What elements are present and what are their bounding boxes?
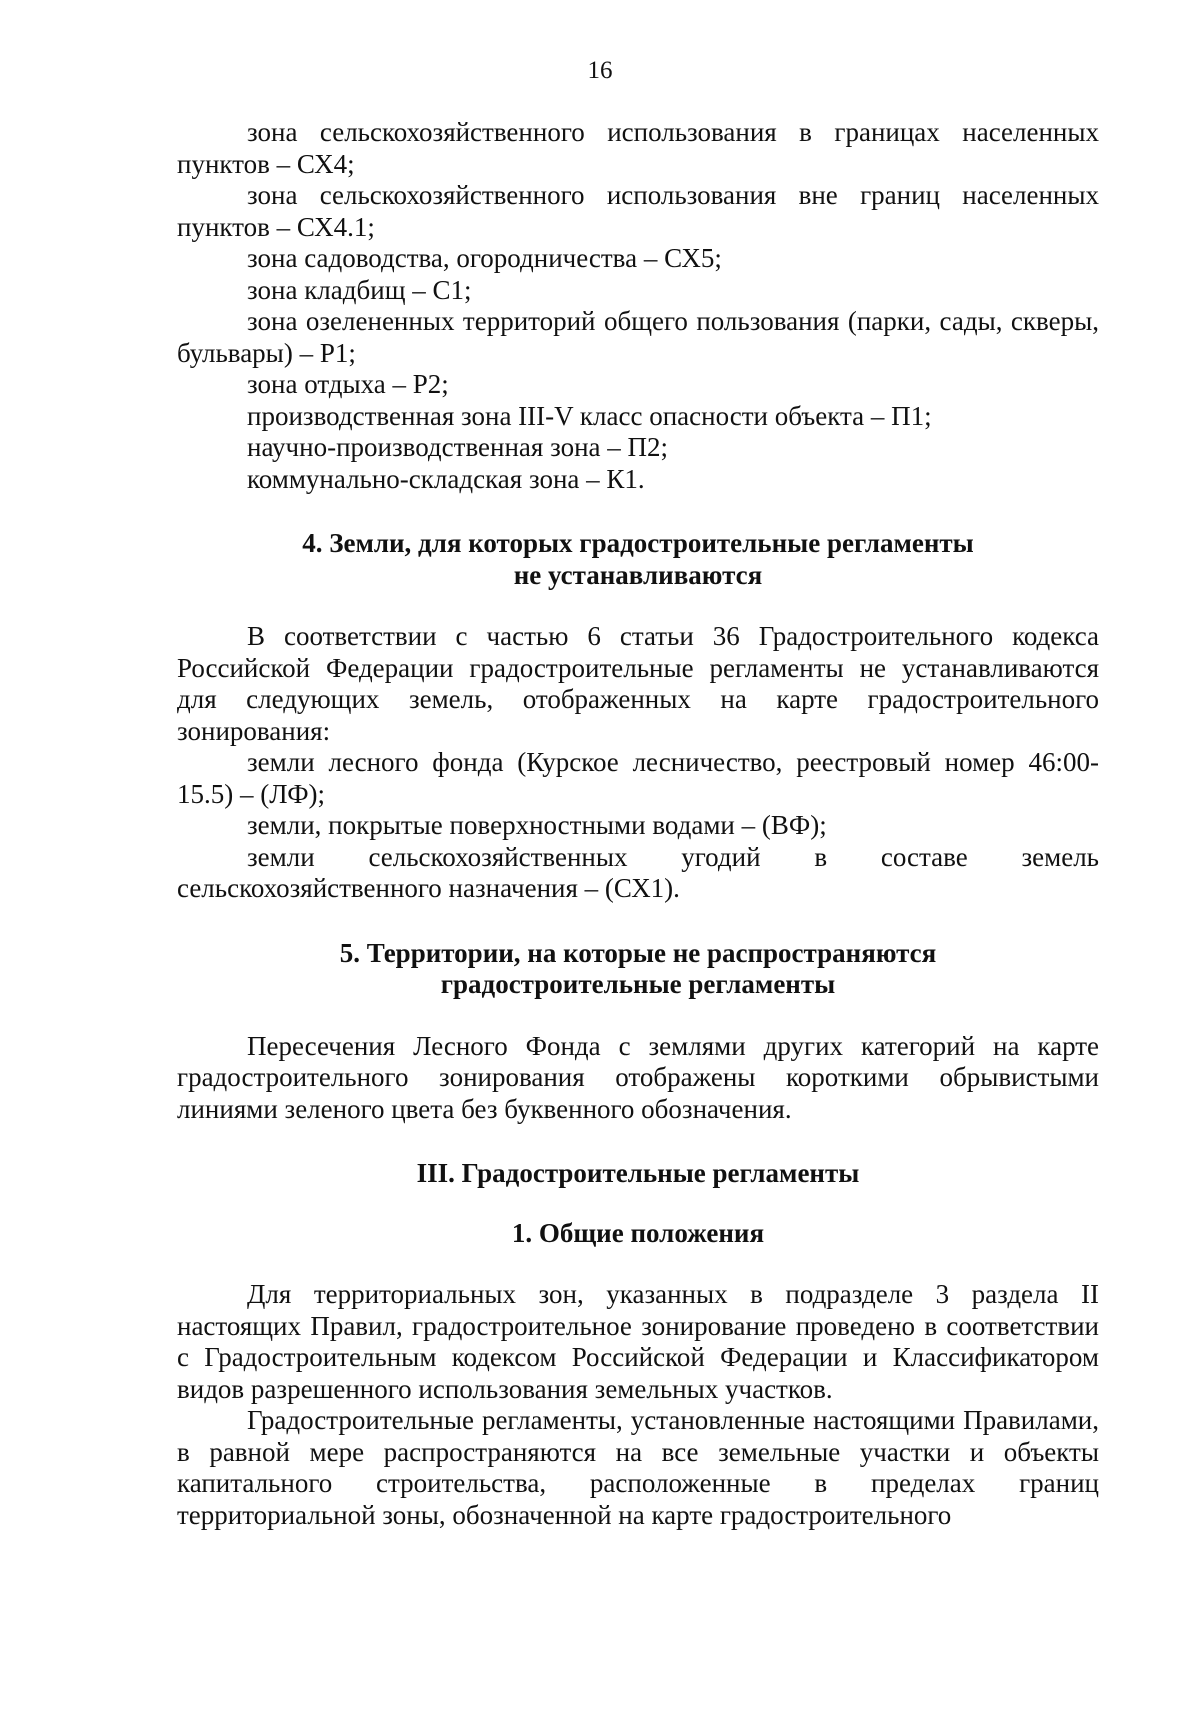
paragraph: В соответствии с частью 6 статьи 36 Градостроительного кодекса Российской Федерации градостроительные регламенты не устанавливаются для следующих земель, отображенных на карте градостроительного зонирования:: [177, 621, 1099, 746]
paragraph: Для территориальных зон, указанных в подразделе 3 раздела II настоящих Правил, градостроительное зонирование проведено в соответствии с Градостроительным кодексом Российской Федерации и Классификатором видов разрешенного использования земельных участков.: [177, 1279, 1099, 1404]
paragraph: Пересечения Лесного Фонда с землями других категорий на карте градостроительного зонирования отображены короткими обрывистыми линиями зеленого цвета без буквенного обозначения.: [177, 1030, 1099, 1124]
page-content: [177, 117, 1099, 1531]
list-item: зона кладбищ – С1;: [247, 274, 472, 305]
page-number: 16: [587, 57, 613, 84]
list-item: зона отдыха – Р2;: [247, 369, 449, 399]
section-4-heading: [177, 528, 1099, 591]
subsection-1-body: [177, 1279, 1099, 1531]
section-heading-line: 4. Земли, для которых градостроительные регламенты: [302, 528, 974, 558]
section-4-body: [177, 621, 1099, 905]
list-item: производственная зона III-V класс опасности объекта – П1;: [247, 400, 932, 431]
list-item: зона сельскохозяйственного использования в границах населенных пунктов – СХ4;: [177, 117, 1099, 179]
section-heading-line: не устанавливаются: [513, 559, 763, 590]
list-item: зона сельскохозяйственного использования вне границ населенных пунктов – СХ4.1;: [177, 180, 1099, 242]
paragraph: Градостроительные регламенты, установленные настоящими Правилами, в равной мере распространяются на все земельные участки и объекты капитального строительства, расположенные в пределах границ территориальной зоны, обозначенной на карте градостроительного: [177, 1405, 1099, 1530]
section-5-heading: [177, 938, 1099, 1001]
subsection-1-heading: 1. Общие положения: [511, 1217, 765, 1248]
list-item: зона озелененных территорий общего пользования (парки, сады, скверы, бульвары) – Р1;: [177, 306, 1099, 368]
paragraph: земли лесного фонда (Курское лесничество, реестровый номер 46:00-15.5) – (ЛФ);: [177, 747, 1099, 809]
list-item: научно-производственная зона – П2;: [247, 432, 669, 462]
part-iii-heading: III. Градостроительные регламенты: [416, 1158, 860, 1188]
paragraph: земли сельскохозяйственных угодий в составе земель сельскохозяйственного назначения – (СХ1).: [177, 841, 1099, 903]
section-heading-line: 5. Территории, на которые не распространяются: [339, 937, 937, 968]
section-heading-line: градостроительные регламенты: [440, 969, 836, 999]
zone-list: [177, 117, 1099, 495]
paragraph: земли, покрытые поверхностными водами – (ВФ);: [247, 810, 827, 840]
list-item: зона садоводства, огородничества – СХ5;: [247, 243, 722, 273]
list-item: коммунально-складская зона – К1.: [247, 463, 645, 494]
